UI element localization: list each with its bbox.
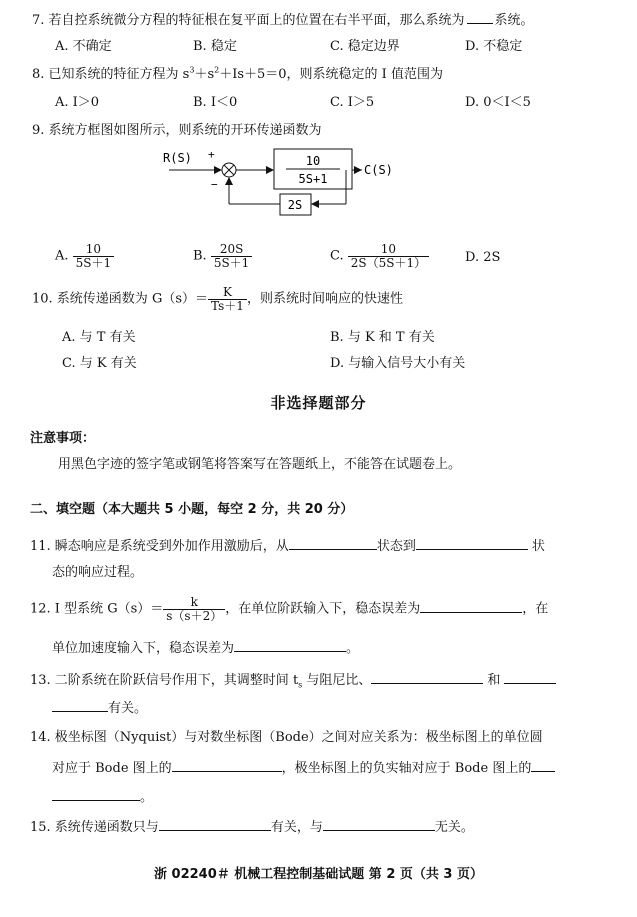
q11-line1: 11. 瞬态响应是系统受到外加作用激励后，从 状态到 状: [30, 539, 545, 554]
q9-option-a: A. $\frac{10}{5S+1}$: [55, 243, 114, 269]
arrow-icon: [354, 166, 362, 174]
q14-line2: 对应于 Bode 图上的 ，极坐标图上的负实轴对应于 Bode 图上的: [52, 759, 555, 777]
arrow-icon: [311, 200, 319, 208]
notice-title: 注意事项：: [30, 431, 96, 446]
arrow-icon: [214, 166, 222, 174]
q7-option-b: B. 稳定: [193, 39, 237, 54]
answer-blank: [531, 759, 555, 772]
q15-line: 15. 系统传递函数只与 有关，与 无关。: [30, 820, 474, 835]
answer-blank: [371, 671, 483, 684]
q12-line1: 12. I 型系统 G（s）＝ $\frac{k}{s(s+2)}$ ，在单位阶跃输入下，稳态误差为 ，在: [30, 595, 549, 623]
part2-title: 二、填空题（本大题共 5 小题，每空 2 分，共 20 分）: [30, 502, 354, 517]
answer-blank: [289, 537, 377, 550]
q13-line1: 13. 二阶系统在阶跃信号作用下，其调整时间 $t_s$ 与阻尼比、 和: [30, 671, 556, 690]
q13-line2: 有关。: [52, 699, 147, 717]
section-title: 非选择题部分: [270, 394, 367, 412]
minus-sign: −: [211, 178, 218, 191]
q10-option-a: A. 与 T 有关: [62, 330, 136, 345]
arrow-icon: [266, 166, 274, 174]
q7-option-d: D. 不稳定: [465, 39, 523, 54]
forward-denominator: 5S+1: [298, 172, 328, 186]
answer-blank: [234, 639, 346, 652]
q8-option-a: A. I＞0: [55, 95, 100, 110]
arrow-icon: [225, 177, 233, 185]
answer-blank: [159, 818, 271, 831]
q10-stem: 10. 系统传递函数为 G（s）＝ $\frac{K}{Ts+1}$ ，则系统时间响应的快速性: [32, 285, 403, 313]
block-diagram: [155, 140, 415, 222]
feedback-label: 2S: [287, 198, 303, 212]
q10-option-b: B. 与 K 和 T 有关: [330, 330, 435, 345]
forward-numerator: 10: [305, 154, 321, 168]
answer-blank: [416, 537, 528, 550]
q8-option-b: B. I＜0: [193, 95, 238, 110]
answer-blank: [323, 818, 435, 831]
q8-option-d: D. 0＜I＜5: [465, 95, 531, 110]
answer-blank: [172, 759, 282, 772]
answer-blank: [420, 600, 522, 613]
q10-option-d: D. 与输入信号大小有关: [330, 356, 466, 371]
answer-blank: [467, 11, 493, 24]
q9-option-b: B. $\frac{20S}{5S+1}$: [193, 243, 252, 269]
q11-line2: 态的响应过程。: [52, 565, 144, 580]
plus-sign: +: [208, 148, 215, 161]
q7-stem: 7. 若自控系统微分方程的特征根在复平面上的位置在右半平面，那么系统为 系统。: [32, 13, 534, 28]
answer-blank: [52, 788, 140, 801]
q14-line1: 14. 极坐标图（Nyquist）与对数坐标图（Bode）之间对应关系为：极坐标图上的单位圆: [30, 730, 543, 745]
q9-stem: 9. 系统方框图如图所示，则系统的开环传递函数为: [32, 123, 322, 138]
output-label: C(S): [364, 163, 393, 177]
q9-option-c: C. $\frac{10}{2S(5S+1)}$: [330, 243, 429, 269]
q14-line3: 。: [52, 788, 153, 806]
q7-option-a: A. 不确定: [55, 39, 112, 54]
page-footer: 浙 02240＃ 机械工程控制基础试题 第 2 页（共 3 页）: [154, 867, 483, 882]
answer-blank: [52, 699, 108, 712]
q8-stem: 8. 已知系统的特征方程为 $s^3+s^2+Is+5=0$，则系统稳定的 I 值范围为: [32, 65, 443, 82]
q9-option-d: D. 2S: [465, 250, 501, 265]
answer-blank: [504, 671, 556, 684]
q10-option-c: C. 与 K 有关: [62, 356, 137, 371]
input-label: R(S): [163, 151, 192, 165]
q12-line2: 单位加速度输入下，稳态误差为 。: [52, 641, 360, 656]
notice-body: 用黑色字迹的签字笔或钢笔将答案写在答题纸上，不能答在试题卷上。: [58, 457, 462, 472]
q7-option-c: C. 稳定边界: [330, 39, 400, 54]
q8-option-c: C. I＞5: [330, 95, 375, 110]
